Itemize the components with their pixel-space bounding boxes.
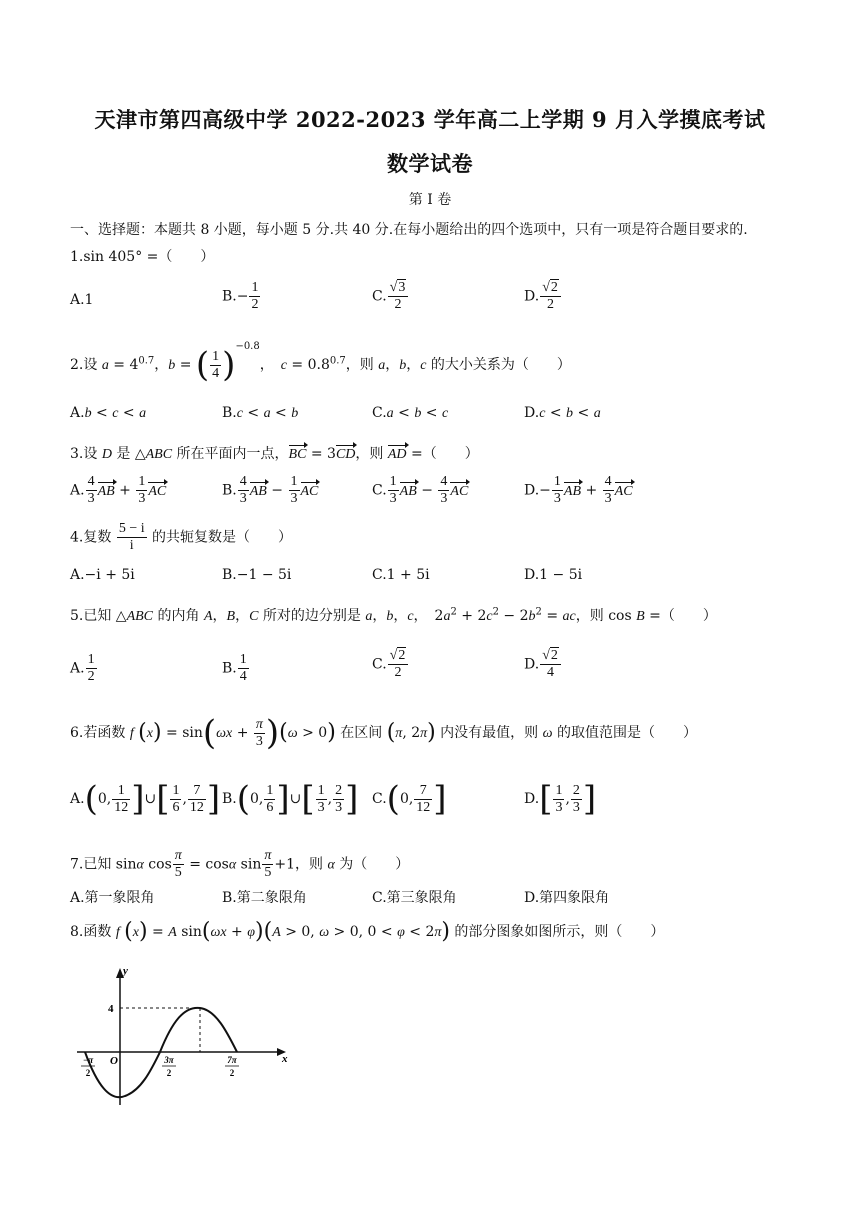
q5-option-d[interactable]: D. $\frac{√2}{4}$ bbox=[524, 648, 562, 681]
q3-option-a[interactable]: A. $\frac{4}{3}$ AB + $\frac{1}{3}$ AC bbox=[70, 474, 167, 506]
q6-option-b[interactable]: B.(0, $\frac{1}{6}$ ]∪[ $\frac{1}{3}$ , $\frac{2}{3}$ ] bbox=[222, 779, 359, 819]
sine-graph-figure bbox=[72, 960, 302, 1110]
q7-option-c[interactable]: C.第三象限角 bbox=[372, 890, 457, 906]
q4-option-a[interactable]: A.−i + 5i bbox=[70, 567, 135, 583]
question-8-stem: 8.函数 f (x) = A sin(ωx + φ)(A > 0, ω > 0, 0 < φ < 2π) 的部分图象如图所示，则（ ） bbox=[70, 919, 665, 944]
q7-option-d[interactable]: D.第四象限角 bbox=[524, 890, 610, 906]
q4-option-d[interactable]: D.1 − 5i bbox=[524, 567, 583, 583]
x-axis-label: x bbox=[282, 1053, 288, 1065]
tick-mid-num: 3π bbox=[164, 1055, 174, 1065]
q2-option-d[interactable]: D.c < b < a bbox=[524, 405, 601, 421]
exam-title: 天津市第四高级中学 2022-2023 学年高二上学期 9 月入学摸底考试 bbox=[94, 107, 766, 132]
tick-mid-den: 2 bbox=[166, 1068, 172, 1078]
q1-option-c[interactable]: C. $\frac{√3}{2}$ bbox=[372, 280, 409, 313]
q4-option-b[interactable]: B.−1 − 5i bbox=[222, 567, 292, 583]
question-4-stem: 4.复数 $\frac{5 - i}{i}$ 的共轭复数是（ ） bbox=[70, 521, 293, 553]
q5-option-a[interactable]: A. $\frac{1}{2}$ bbox=[70, 652, 95, 684]
exam-subtitle: 数学试卷 bbox=[387, 151, 473, 176]
question-5-stem: 5.已知 △ABC 的内角 A，B，C 所对的边分别是 a，b，c， $2a^2 + 2c^2 - 2b^2$ = ac，则 cos B =（ ） bbox=[70, 606, 717, 624]
origin-label: O bbox=[110, 1055, 118, 1067]
q5-option-b[interactable]: B. $\frac{1}{4}$ bbox=[222, 652, 247, 684]
question-6-stem: 6.若函数 f (x) = sin(ωx + $\frac{\pi}{3}$ )(ω > 0) 在区间 (π, 2π) 内没有最值，则 ω 的取值范围是（ ） bbox=[70, 713, 697, 753]
y-axis-label: y bbox=[123, 965, 128, 977]
q3-option-d[interactable]: D.− $\frac{1}{3}$ AB + $\frac{4}{3}$ AC bbox=[524, 474, 633, 506]
q7-option-a[interactable]: A.第一象限角 bbox=[70, 890, 155, 906]
q6-option-d[interactable]: D.[ $\frac{1}{3}$ , $\frac{2}{3}$ ] bbox=[524, 779, 597, 819]
tick-right-den: 2 bbox=[229, 1068, 235, 1078]
q6-option-a[interactable]: A.(0, $\frac{1}{12}$ ]∪[ $\frac{1}{6}$ , $\frac{7}{12}$ ] bbox=[70, 779, 221, 819]
question-2-stem: 2.设 $a = 4^{0.7}$，b = ( $\frac{1}{4}$ )$^{-0.8}$， $c = 0.8^{0.7}$，则 a，b，c 的大小关系为（ ） bbox=[70, 341, 571, 385]
q6-option-c[interactable]: C.(0, $\frac{7}{12}$ ] bbox=[372, 779, 447, 819]
section-intro: 一、选择题：本题共 8 小题，每小题 5 分.共 40 分.在每小题给出的四个选项中，只有一项是符合题目要求的. bbox=[70, 222, 748, 238]
tick-left-den: 2 bbox=[85, 1068, 91, 1078]
question-7-stem: 7.已知 sinα cos $\frac{\pi}{5}$ = cosα sin $\frac{\pi}{5}$ +1，则 α 为（ ） bbox=[70, 848, 410, 880]
tick-left-num: −π bbox=[82, 1055, 94, 1065]
q7-option-b[interactable]: B.第二象限角 bbox=[222, 890, 307, 906]
q1-option-b[interactable]: B.− $\frac{1}{2}$ bbox=[222, 280, 259, 312]
q4-option-c[interactable]: C.1 + 5i bbox=[372, 567, 430, 583]
q2-option-c[interactable]: C.a < b < c bbox=[372, 405, 449, 421]
q3-option-c[interactable]: C. $\frac{1}{3}$ AB − $\frac{4}{3}$ AC bbox=[372, 474, 469, 506]
q1-option-a[interactable]: A.1 bbox=[70, 292, 94, 308]
max-value-label: 4 bbox=[108, 1003, 114, 1015]
tick-right-num: 7π bbox=[227, 1055, 237, 1065]
question-3-stem: 3.设 D 是 △ABC 所在平面内一点，BC = 3CD，则 AD =（ ） bbox=[70, 446, 479, 462]
q3-option-b[interactable]: B. $\frac{4}{3}$ AB − $\frac{1}{3}$ AC bbox=[222, 474, 319, 506]
q1-option-d[interactable]: D. $\frac{√2}{2}$ bbox=[524, 280, 562, 313]
question-1-stem: 1.sin 405° =（ ） bbox=[70, 249, 215, 265]
q5-option-c[interactable]: C. $\frac{√2}{2}$ bbox=[372, 648, 409, 681]
q2-option-a[interactable]: A.b < c < a bbox=[70, 405, 147, 421]
volume-label: 第 I 卷 bbox=[408, 192, 452, 208]
q2-option-b[interactable]: B.c < a < b bbox=[222, 405, 299, 421]
